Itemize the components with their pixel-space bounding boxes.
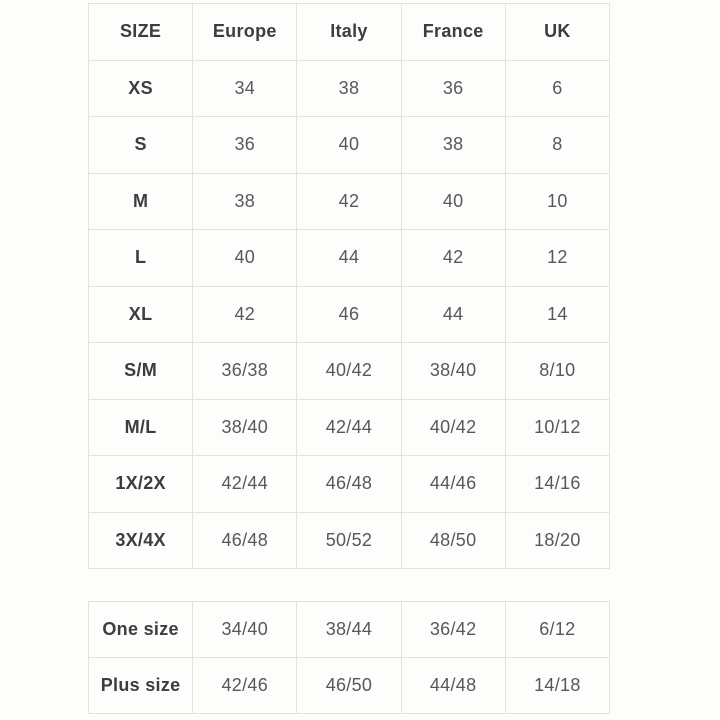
size-label-cell: S: [89, 117, 193, 174]
table-row: [89, 230, 610, 287]
table-row: [89, 343, 610, 400]
size-value-cell: 42/46: [193, 658, 297, 714]
size-value-cell: 42: [297, 173, 401, 230]
size-label-cell: One size: [89, 602, 193, 658]
table-row: [89, 456, 610, 513]
size-value-cell: 44/48: [401, 658, 505, 714]
column-header-france: France: [401, 4, 505, 61]
special-sizes-table-body: [89, 602, 610, 714]
table-row: [89, 602, 610, 658]
size-value-cell: 38: [401, 117, 505, 174]
size-value-cell: 36/38: [193, 343, 297, 400]
column-header-uk: UK: [505, 4, 609, 61]
size-label-cell: M/L: [89, 399, 193, 456]
size-conversion-table: [88, 3, 610, 569]
size-label-cell: 3X/4X: [89, 512, 193, 569]
size-value-cell: 34/40: [193, 602, 297, 658]
size-value-cell: 42/44: [193, 456, 297, 513]
special-sizes-table: [88, 601, 610, 714]
size-value-cell: 40/42: [401, 399, 505, 456]
size-value-cell: 40: [193, 230, 297, 287]
size-value-cell: 38/40: [401, 343, 505, 400]
size-value-cell: 8/10: [505, 343, 609, 400]
size-value-cell: 36: [401, 60, 505, 117]
size-value-cell: 38: [193, 173, 297, 230]
size-value-cell: 38/44: [297, 602, 401, 658]
size-value-cell: 46/48: [297, 456, 401, 513]
size-value-cell: 36: [193, 117, 297, 174]
size-value-cell: 42: [401, 230, 505, 287]
size-value-cell: 44/46: [401, 456, 505, 513]
column-header-italy: Italy: [297, 4, 401, 61]
table-row: [89, 117, 610, 174]
size-value-cell: 42/44: [297, 399, 401, 456]
size-value-cell: 50/52: [297, 512, 401, 569]
size-table-header: [89, 4, 610, 61]
size-label-cell: XL: [89, 286, 193, 343]
size-value-cell: 46/50: [297, 658, 401, 714]
size-label-cell: S/M: [89, 343, 193, 400]
size-table-body: [89, 60, 610, 569]
size-label-cell: Plus size: [89, 658, 193, 714]
size-value-cell: 46: [297, 286, 401, 343]
size-value-cell: 44: [401, 286, 505, 343]
size-value-cell: 14: [505, 286, 609, 343]
size-value-cell: 40/42: [297, 343, 401, 400]
table-row: [89, 60, 610, 117]
size-value-cell: 8: [505, 117, 609, 174]
table-row: [89, 399, 610, 456]
header-row: [89, 4, 610, 61]
size-value-cell: 42: [193, 286, 297, 343]
size-value-cell: 40: [401, 173, 505, 230]
size-value-cell: 10: [505, 173, 609, 230]
size-value-cell: 48/50: [401, 512, 505, 569]
size-value-cell: 46/48: [193, 512, 297, 569]
table-row: [89, 512, 610, 569]
size-value-cell: 14/16: [505, 456, 609, 513]
size-label-cell: 1X/2X: [89, 456, 193, 513]
size-value-cell: 12: [505, 230, 609, 287]
column-header-europe: Europe: [193, 4, 297, 61]
column-header-size: SIZE: [89, 4, 193, 61]
size-label-cell: M: [89, 173, 193, 230]
table-row: [89, 173, 610, 230]
size-value-cell: 18/20: [505, 512, 609, 569]
size-value-cell: 38/40: [193, 399, 297, 456]
size-value-cell: 36/42: [401, 602, 505, 658]
size-value-cell: 38: [297, 60, 401, 117]
size-value-cell: 44: [297, 230, 401, 287]
table-row: [89, 658, 610, 714]
size-value-cell: 14/18: [505, 658, 609, 714]
size-value-cell: 40: [297, 117, 401, 174]
size-label-cell: XS: [89, 60, 193, 117]
size-value-cell: 34: [193, 60, 297, 117]
table-row: [89, 286, 610, 343]
size-value-cell: 6/12: [505, 602, 609, 658]
size-value-cell: 10/12: [505, 399, 609, 456]
size-value-cell: 6: [505, 60, 609, 117]
size-label-cell: L: [89, 230, 193, 287]
